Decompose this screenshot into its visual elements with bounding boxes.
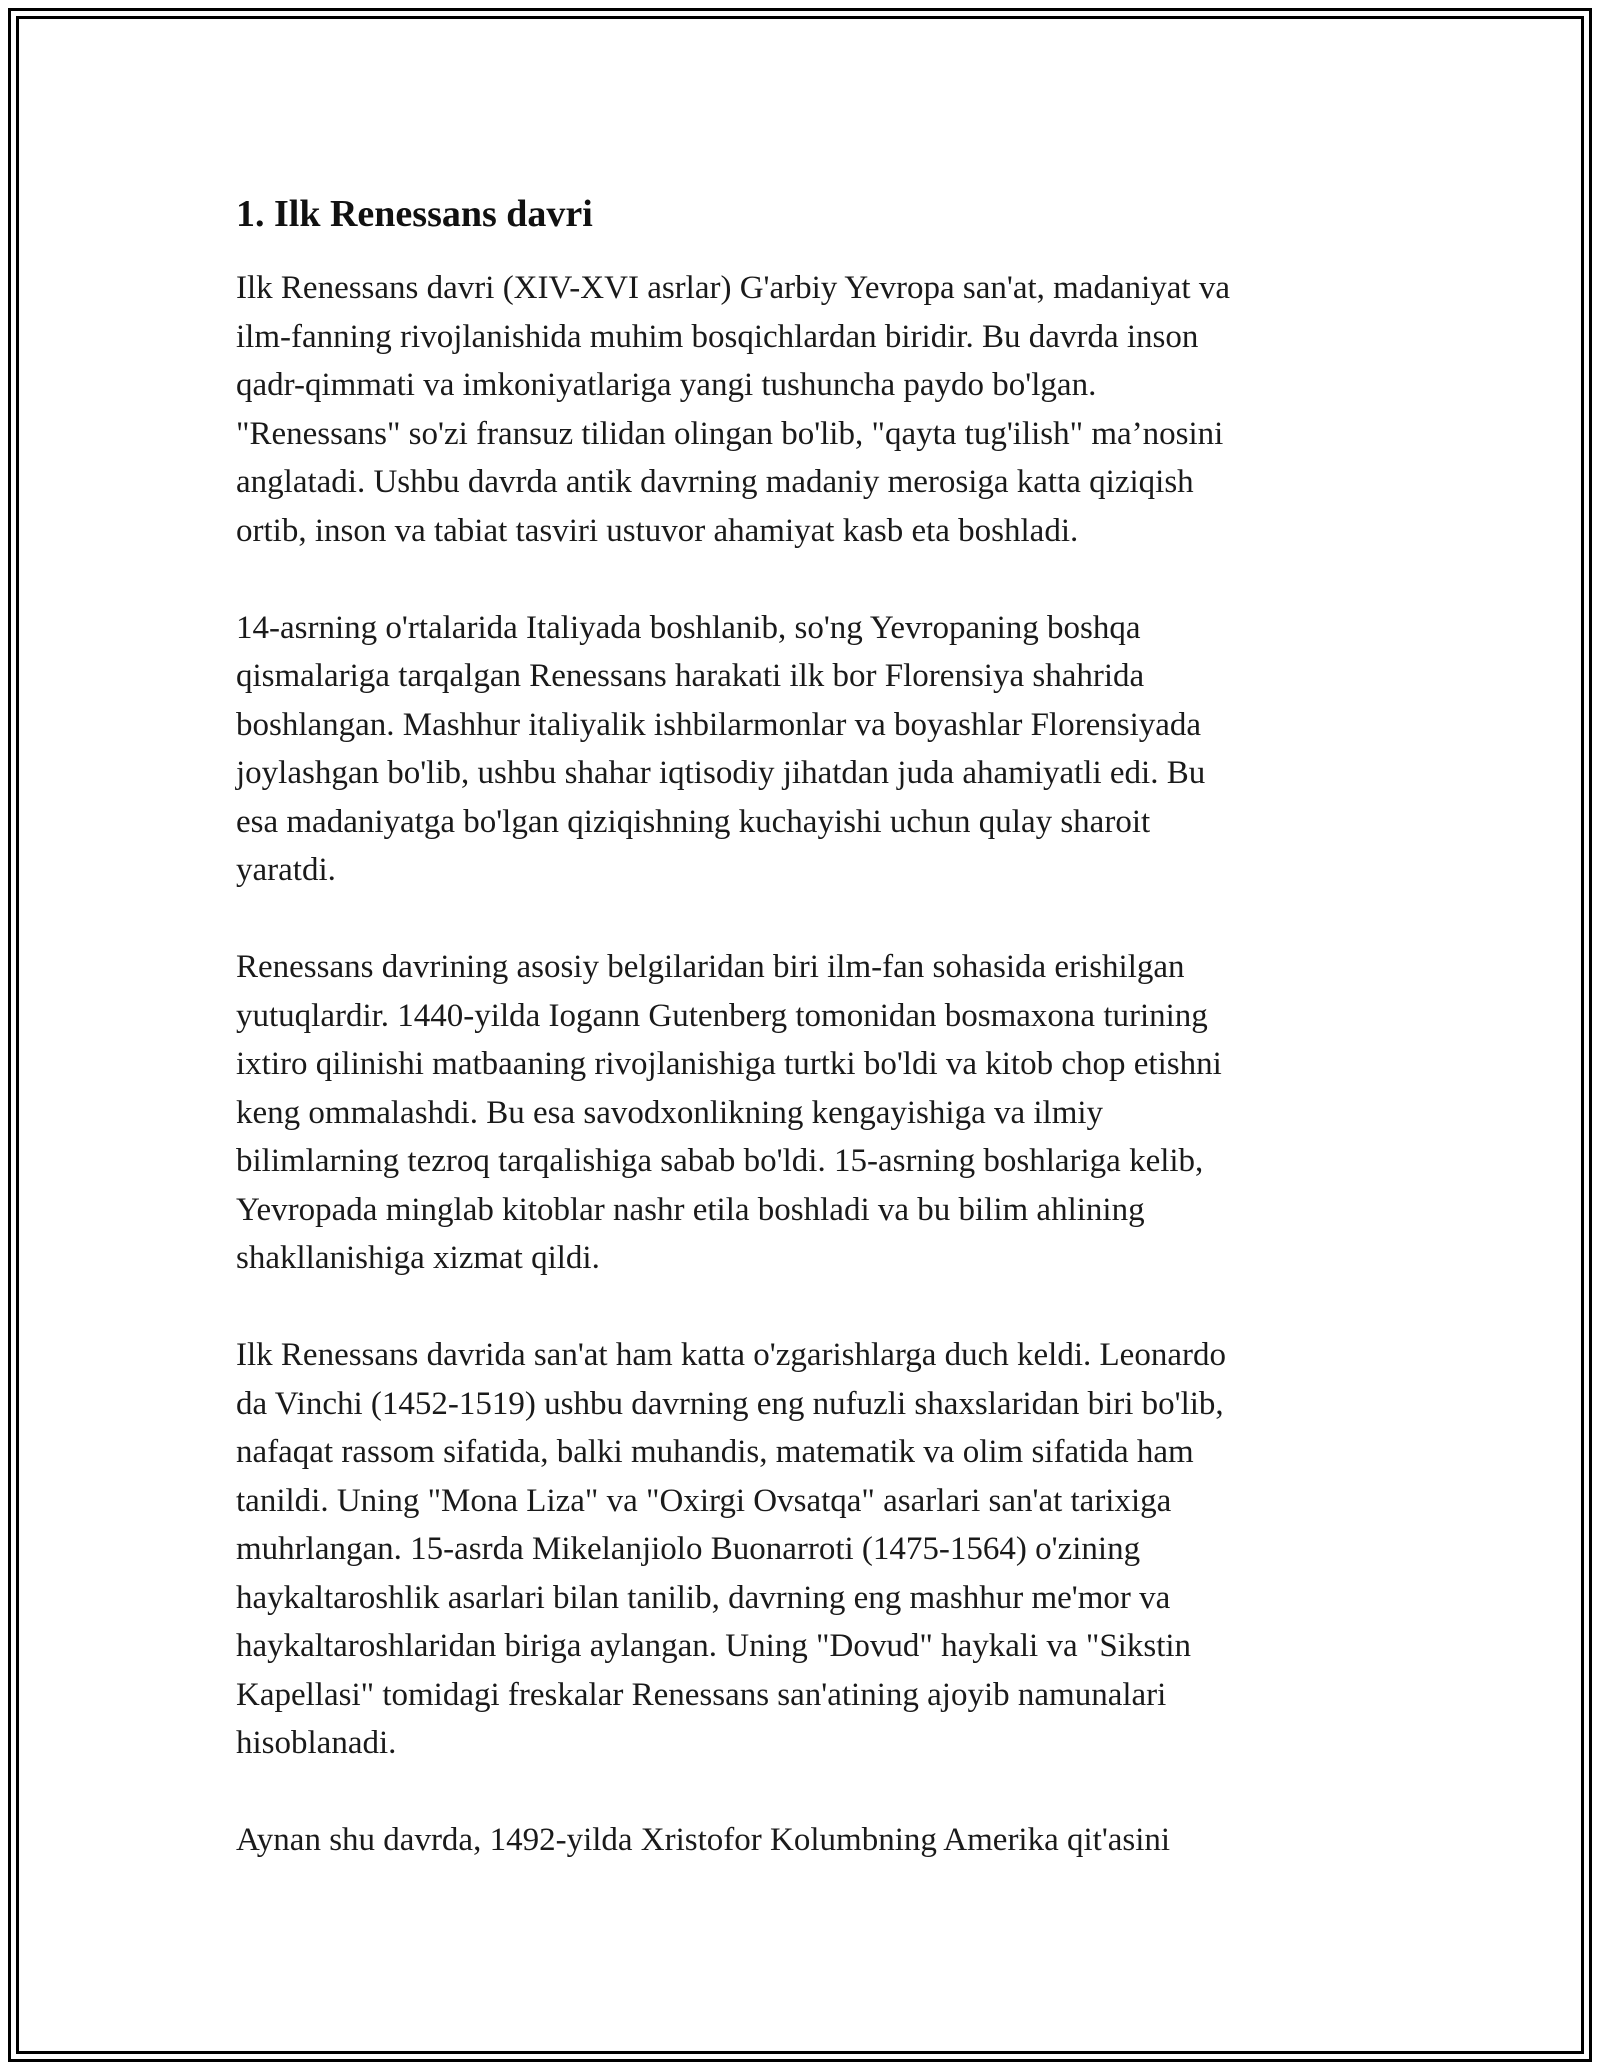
text-line: tanildi. Uning "Mona Liza" va "Oxirgi Ovsatqa" asarlari san'at tarixiga [236,1482,1172,1519]
text-line: keng ommalashdi. Bu esa savodxonlikning kengayishiga va ilmiy [236,1094,1104,1131]
paragraph-spacer [236,555,1366,604]
text-line: joylashgan bo'lib, ushbu shahar iqtisodiy jihatdan juda ahamiyatli edi. Bu [236,755,1206,791]
text-line: Renessans davrining asosiy belgilaridan biri ilm-fan sohasida erishilgan [236,949,1185,985]
paragraph-5 [236,1816,1366,1865]
text-line: Ilk Renessans davrida san'at ham katta o'zgarishlarga duch keldi. Leonardo [236,1337,1226,1373]
text-line: qismalariga tarqalgan Renessans harakati ilk bor Florensiya shahrida [236,658,1145,694]
text-line: boshlangan. Mashhur italiyalik ishbilarmonlar va boyashlar Florensiyada [236,706,1202,743]
text-line: haykaltaroshlik asarlari bilan tanilib, davrning eng mashhur me'mor va [236,1579,1171,1616]
paragraph-spacer [236,1283,1366,1332]
text-line: bilimlarning tezroq tarqalishiga sabab bo'ldi. 15-asrning boshlariga kelib, [236,1143,1204,1179]
text-line: nafaqat rassom sifatida, balki muhandis, matematik va olim sifatida ham [236,1434,1194,1470]
text-line: Yevropada minglab kitoblar nashr etila boshladi va bu bilim ahlining [236,1191,1145,1228]
text-line: haykaltaroshlaridan biriga aylangan. Uning "Dovud" haykali va "Sikstin [236,1628,1192,1664]
text-line: ilm-fanning rivojlanishida muhim bosqichlardan biridir. Bu davrda inson [236,318,1199,355]
text-line: qadr-qimmati va imkoniyatlariga yangi tushuncha paydo bo'lgan. [236,367,1097,403]
paragraph-1 [236,264,1366,555]
paragraph-2 [236,604,1366,895]
text-line: 14-asrning o'rtalarida Italiyada boshlanib, so'ng Yevropaning boshqa [236,609,1141,646]
paragraph-3 [236,943,1366,1283]
text-line: yaratdi. [236,852,336,888]
text-line: muhrlangan. 15-asrda Mikelanjiolo Buonarroti (1475-1564) o'zining [236,1531,1141,1567]
text-line: ortib, inson va tabiat tasviri ustuvor ahamiyat kasb eta boshladi. [236,512,1079,549]
text-line: ixtiro qilinishi matbaaning rivojlanishiga turtki bo'ldi va kitob chop etishni [236,1046,1222,1082]
text-line: hisoblanadi. [236,1725,397,1761]
section-heading: 1. Ilk Renessans davri [236,193,593,235]
text-line: Ilk Renessans davri (XIV-XVI asrlar) G'arbiy Yevropa san'at, madaniyat va [236,270,1230,306]
text-line: shakllanishiga xizmat qildi. [236,1240,600,1276]
text-line: anglatadi. Ushbu davrda antik davrning madaniy merosiga katta qiziqish [236,464,1194,500]
text-line: "Renessans" so'zi fransuz tilidan olingan bo'lib, "qayta tug'ilish" ma’nosini [236,415,1224,452]
paragraph-spacer [236,1768,1366,1817]
paragraph-4 [236,1331,1366,1768]
text-line: da Vinchi (1452-1519) ushbu davrning eng nufuzli shaxslaridan biri bo'lib, [236,1385,1224,1422]
paragraph-spacer [236,895,1366,944]
text-line: yutuqlardir. 1440-yilda Iogann Gutenberg tomonidan bosmaxona turining [236,997,1208,1034]
text-line: esa madaniyatga bo'lgan qiziqishning kuchayishi uchun qulay sharoit [236,803,1151,840]
text-line: Aynan shu davrda, 1492-yilda Xristofor Kolumbning Amerika qit'asini [236,1822,1171,1858]
document-body [236,186,1366,1865]
text-line: Kapellasi" tomidagi freskalar Renessans san'atining ajoyib namunalari [236,1676,1167,1713]
